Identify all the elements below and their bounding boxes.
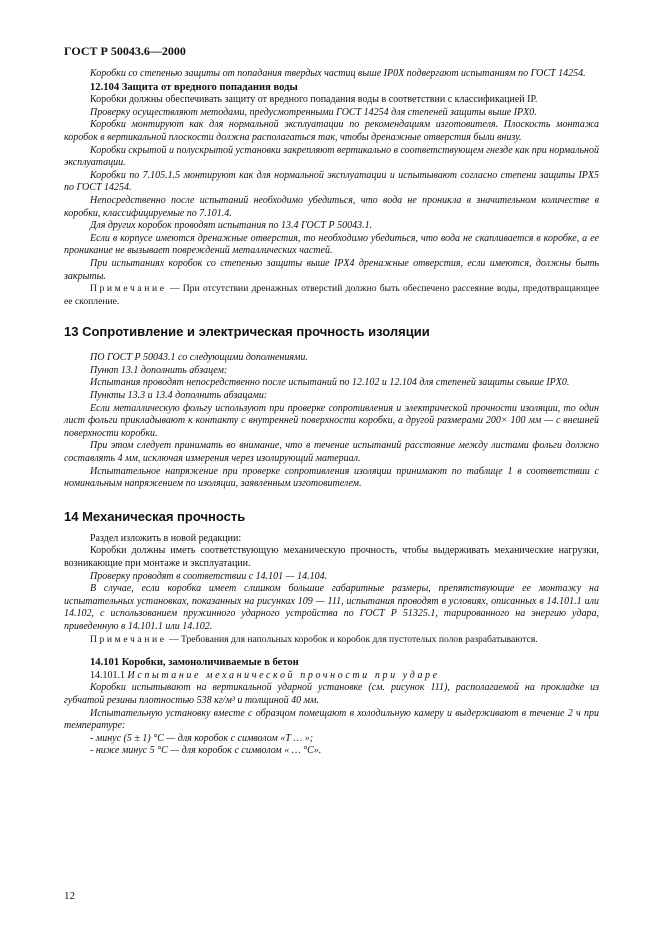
paragraph: Коробки должны обеспечивать защиту от вредного попадания воды в соответствии с классификацией IP. xyxy=(90,94,538,106)
paragraph: Проверку проводят в соответствии с 14.101 — 14.104. xyxy=(90,570,328,582)
paragraph: Если в корпусе имеются дренажные отверстия, то необходимо убедиться, что вода не скапливается в коробке, а ее проникание не вызывает повреждений металлических частей. xyxy=(64,232,599,257)
paragraph: Для других коробок проводят испытания по 13.4 ГОСТ Р 50043.1. xyxy=(90,220,373,232)
running-header: ГОСТ Р 50043.6—2000 xyxy=(64,44,186,58)
note xyxy=(64,634,599,647)
paragraph: Коробки испытывают на вертикальной ударной установке (см. рисунок 111), располагаемой на прокладке из губчатой резины плотностью 538 кг/м³ и толщиной 40 мм. xyxy=(64,682,599,706)
note-label: Примечание xyxy=(90,283,167,295)
paragraph: Раздел изложить в новой редакции: xyxy=(90,532,242,544)
note-text: — Требования для напольных коробок и коробок для пустотелых полов разрабатываются. xyxy=(166,633,538,645)
paragraph: При этом следует принимать во внимание, что в течение испытаний расстояние между листами фольги должно составлять 4 мм, исключая измерения через изолирующий материал. xyxy=(64,440,599,465)
paragraph: ПО ГОСТ Р 50043.1 со следующими дополнениями. xyxy=(90,352,308,364)
list-item: - минус (5 ± 1) °С — для коробок с символом «Т … »; xyxy=(90,732,314,744)
paragraph: В случае, если коробка имеет слишком большие габаритные размеры, препятствующие ее монтажу на испытательных установках, показанных на рисунках 109 — 111, испытания проводят в условиях, описанных в 14.101.1 или 14.102, с использованием пружинного ударного устройства по ГОСТ Р 51325.1, тарированного на энергию удара, приведенную в 14.101.1 или 14.102. xyxy=(64,583,599,632)
paragraph: Испытания проводят непосредственно после испытаний по 12.102 и 12.104 для степеней защиты свыше IPX0. xyxy=(90,377,570,389)
note xyxy=(64,283,599,308)
paragraph: Пункт 13.1 дополнить абзацем: xyxy=(90,364,228,376)
section-heading-14: 14 Механическая прочность xyxy=(64,508,246,524)
paragraph: Испытательное напряжение при проверке сопротивления изоляции принимают по таблице 1 в соответствии с номинальным напряжением по изоляции, заявленным изготовителем. xyxy=(64,465,599,490)
list-item: - ниже минус 5 °С — для коробок с символом « … °С». xyxy=(90,745,322,757)
subsection-heading-14-101-1 xyxy=(64,670,599,683)
paragraph: Проверку осуществляют методами, предусмотренными ГОСТ 14254 для степеней защиты выше IPX0. xyxy=(90,106,537,118)
paragraph: Если металлическую фольгу используют при проверке сопротивления и электрической прочности изоляции, то один лист фольги прикладывают к контакту с внутренней поверхности коробки, а другой размерами 200× 100 мм — с внешней поверхности коробки. xyxy=(64,402,599,439)
section-heading-13: 13 Сопротивление и электрическая прочность изоляции xyxy=(64,324,430,340)
clause-number: 14.101.1 xyxy=(90,669,125,681)
clause-title: Испытание механической прочности при ударе xyxy=(127,669,440,681)
paragraph: Коробки по 7.105.1.5 монтируют как для нормальной эксплуатации и испытывают согласно степени защиты IPX5 по ГОСТ 14254. xyxy=(64,169,599,194)
subsection-heading-14-101: 14.101 Коробки, замоноличиваемые в бетон xyxy=(90,657,299,669)
subsection-heading-12-104: 12.104 Защита от вредного попадания воды xyxy=(90,81,298,93)
paragraph: Коробки скрытой и полускрытой установки закрепляют вертикально в соответствующем гнезде как при нормальной эксплуатации. xyxy=(64,144,600,169)
document-body xyxy=(64,68,599,758)
note-label: Примечание xyxy=(90,633,167,645)
paragraph: Коробки монтируют как для нормальной эксплуатации по рекомендациям изготовителя. Плоскость монтажа коробок в вертикальной плоскости должна располагаться так, чтобы дренажные отверстия были внизу. xyxy=(64,119,599,143)
paragraph: Коробки со степенью защиты от попадания твердых частиц выше IP0X подвергают испытаниям по ГОСТ 14254. xyxy=(90,68,586,79)
paragraph: Испытательную установку вместе с образцом помещают в холодильную камеру и выдерживают в течение 2 ч при температуре: xyxy=(64,707,599,732)
paragraph: Коробки должны иметь соответствующую механическую прочность, чтобы выдерживать механические нагрузки, возникающие при монтаже и эксплуатации. xyxy=(64,545,599,569)
page-number: 12 xyxy=(64,890,75,902)
paragraph: Пункты 13.3 и 13.4 дополнить абзацами: xyxy=(90,390,268,402)
paragraph: Непосредственно после испытаний необходимо убедиться, что вода не проникла в значительном количестве в коробки, классифицируемые по 7.101.4. xyxy=(64,194,599,219)
paragraph: При испытаниях коробок со степенью защиты выше IPX4 дренажные отверстия, если имеются, должны быть закрыты. xyxy=(64,257,599,282)
note-text: — При отсутствии дренажных отверстий должно быть обеспечено рассеяние воды, предотвращающее ее скопление. xyxy=(64,283,599,307)
